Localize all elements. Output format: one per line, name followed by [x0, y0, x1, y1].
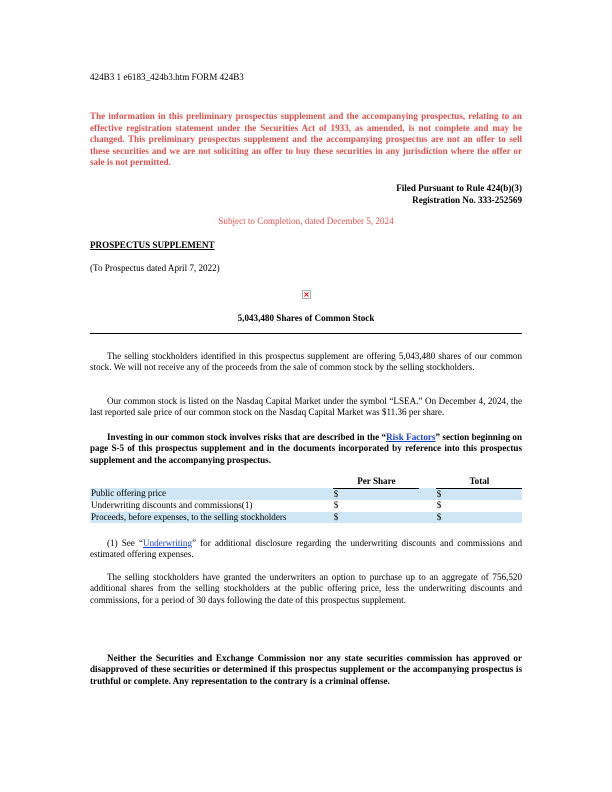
table-header-row: [90, 476, 522, 488]
table-row: [90, 500, 522, 512]
broken-image-icon: ×: [303, 290, 310, 299]
row-label: Proceeds, before expenses, to the selling stockholders: [90, 512, 333, 524]
registration-number: Registration No. 333-252569: [412, 195, 522, 205]
underwriting-footnote: [90, 538, 522, 561]
offering-table: [90, 476, 522, 523]
underwriting-link[interactable]: Underwriting: [143, 538, 192, 548]
risk-text-after: ” section beginning on page S-5 of this prospectus supplement and in the documents incorporated by reference into this prospectus supplement and the accompanying prospectus.: [90, 432, 523, 465]
filing-rule: Filed Pursuant to Rule 424(b)(3): [396, 183, 522, 193]
selling-paragraph: The selling stockholders identified in this prospectus supplement are offering 5,043,480 shares of our common stock. We will not receive any of the proceeds from the sale of common stock by the selling stockholders.: [90, 351, 522, 373]
header-line: 424B3 1 e6183_424b3.htm FORM 424B3: [90, 72, 244, 82]
row-label: Underwriting discounts and commissions(1): [91, 500, 253, 511]
title-divider: [90, 333, 522, 334]
footnote-text-after: ” for additional disclosure regarding the underwriting discounts and commissions and estimated offering expenses.: [90, 538, 522, 560]
risk-text-before: Investing in our common stock involves risks that are described in the “: [107, 432, 387, 442]
total-header: Total: [436, 476, 522, 488]
risk-factors-link[interactable]: Risk Factors: [386, 432, 436, 442]
row-per-share: $: [333, 488, 419, 500]
row-total: $: [436, 500, 442, 511]
prospectus-date: (To Prospectus dated April 7, 2022): [90, 263, 220, 273]
row-per-share: $: [333, 500, 339, 511]
row-total: $: [436, 512, 522, 524]
row-per-share: $: [333, 512, 419, 524]
per-share-header: Per Share: [333, 476, 419, 488]
option-paragraph: The selling stockholders have granted the underwriters an option to purchase up to an aggregate of 756,520 additional shares from the selling stockholders at the public offering price, less the underwriting discounts and commissions, for a period of 30 days following the date of this prospectus supplement.: [90, 572, 522, 605]
table-row: [90, 488, 522, 500]
sec-notice: Neither the Securities and Exchange Commission nor any state securities commission has approved or disapproved of these securities or determined if this prospectus supplement or the accompanying prospectus is truthful or complete. Any representation to the contrary is a criminal offense.: [90, 653, 522, 686]
listing-paragraph: Our common stock is listed on the Nasdaq Capital Market under the symbol “LSEA.” On December 4, 2024, the last reported sale price of our common stock on the Nasdaq Capital Market was $11.36 per share.: [90, 396, 522, 418]
supplement-title: PROSPECTUS SUPPLEMENT: [90, 240, 215, 250]
completion-date: Subject to Completion, dated December 5, 2024: [218, 216, 394, 226]
row-gap: [419, 488, 436, 500]
row-total: $: [436, 488, 522, 500]
preliminary-notice: The information in this preliminary prospectus supplement and the accompanying prospectus, relating to an effective registration statement under the Securities Act of 1933, as amended, is not complete and may be changed. This preliminary prospectus supplement and the accompanying prospectus are not an offer to sell these securities and we are not soliciting an offer to buy these securities in any jurisdiction where the offer or sale is not permitted.: [90, 111, 522, 168]
shares-title: 5,043,480 Shares of Common Stock: [237, 313, 375, 323]
table-header-gap: [419, 476, 436, 488]
table-row: [90, 512, 522, 524]
footnote-text-before: (1) See “: [107, 538, 143, 548]
row-gap: [419, 500, 436, 512]
table-header-blank: [90, 476, 333, 488]
row-gap: [419, 512, 436, 524]
row-label: Public offering price: [90, 488, 333, 500]
risk-paragraph: [90, 432, 522, 466]
